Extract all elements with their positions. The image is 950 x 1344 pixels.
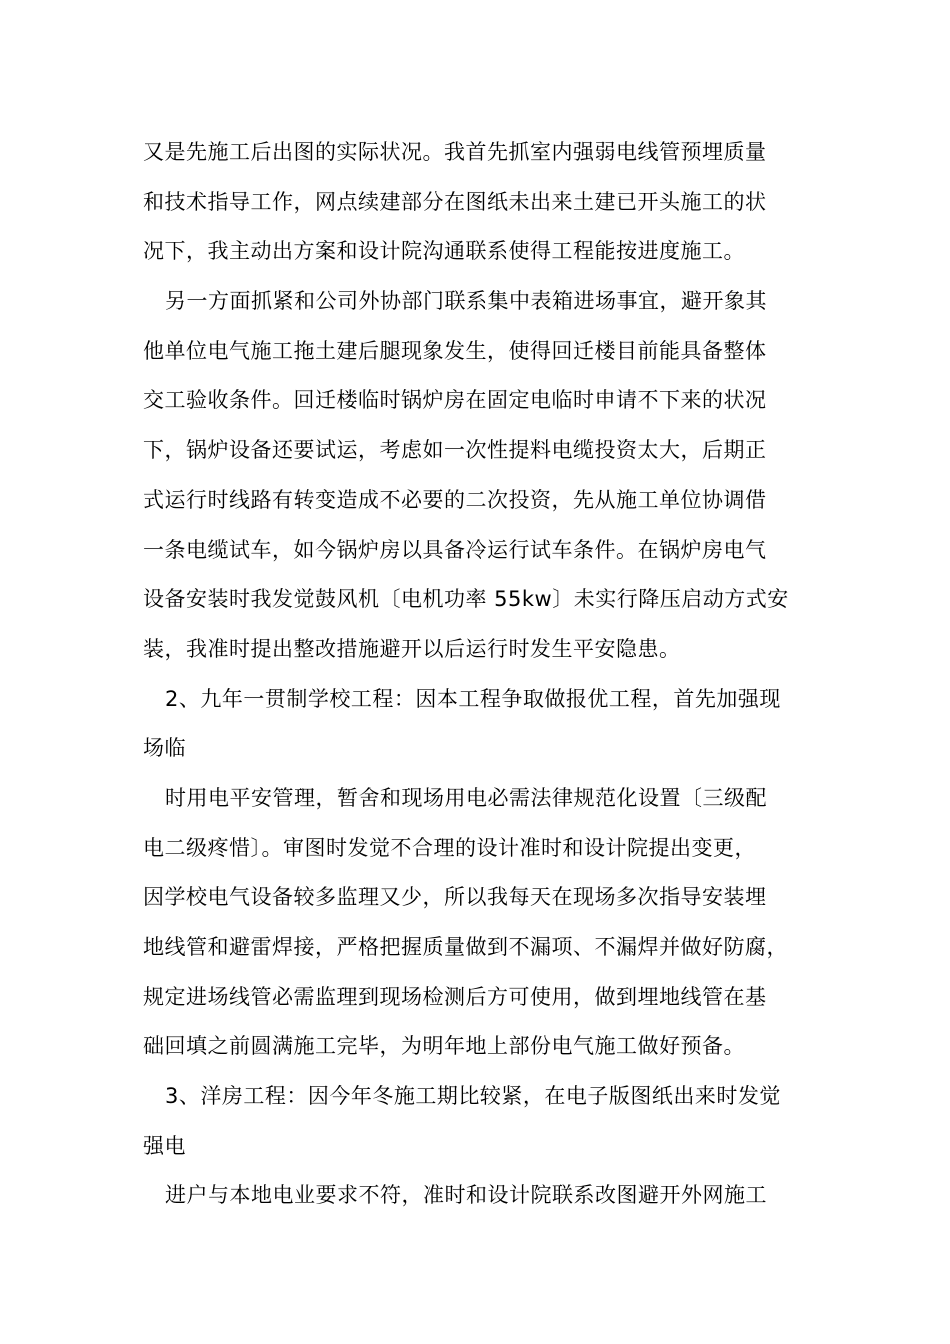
text-line: 础回填之前圆满施工完毕，为明年地上部份电气施工做好预备。	[143, 1034, 745, 1059]
text-line: 交工验收条件。回迁楼临时锅炉房在固定电临时申请不下来的状况	[143, 388, 767, 413]
text-line: 3、洋房工程：因今年冬施工期比较紧，在电子版图纸出来时发觉	[165, 1084, 781, 1109]
text-line: 另一方面抓紧和公司外协部门联系集中表箱进场事宜，避开象其	[165, 289, 767, 314]
text-line: 下，锅炉设备还要试运，考虑如一次性提料电缆投资太大，后期正	[143, 438, 767, 463]
text-line: 进户与本地电业要求不符，准时和设计院联系改图避开外网施工	[165, 1183, 767, 1208]
text-line: 况下，我主动出方案和设计院沟通联系使得工程能按进度施工。	[143, 239, 745, 264]
text-line: 又是先施工后出图的实际状况。我首先抓室内强弱电线管预埋质量	[143, 140, 767, 164]
text-line: 设备安装时我发觉鼓风机〔电机功率 55kw〕未实行降压启动方式安	[143, 587, 789, 612]
text-line: 装，我准时提出整改措施避开以后运行时发生平安隐患。	[143, 636, 681, 661]
text-line: 式运行时线路有转变造成不必要的二次投资，先从施工单位协调借	[143, 487, 767, 512]
text-line: 强电	[143, 1133, 186, 1158]
text-line: 和技术指导工作，网点续建部分在图纸未出来土建已开头施工的状	[143, 189, 767, 214]
text-line: 一条电缆试车，如今锅炉房以具备冷运行试车条件。在锅炉房电气	[143, 537, 767, 562]
text-line: 2、九年一贯制学校工程：因本工程争取做报优工程，首先加强现	[165, 686, 781, 711]
text-line: 他单位电气施工拖土建后腿现象发生，使得回迁楼目前能具备整体	[143, 338, 767, 363]
body-text	[143, 128, 823, 1221]
text-line: 地线管和避雷焊接，严格把握质量做到不漏项、不漏焊并做好防腐，	[143, 935, 788, 959]
text-line: 因学校电气设备较多监理又少，所以我每天在现场多次指导安装埋	[143, 885, 767, 910]
text-line: 时用电平安管理，暂舍和现场用电必需法律规范化设置〔三级配	[165, 785, 767, 810]
text-line: 场临	[143, 736, 186, 761]
text-line: 规定进场线管必需监理到现场检测后方可使用，做到埋地线管在基	[143, 984, 767, 1009]
text-line: 电二级疼惜〕。审图时发觉不合理的设计准时和设计院提出变更，	[143, 835, 756, 860]
